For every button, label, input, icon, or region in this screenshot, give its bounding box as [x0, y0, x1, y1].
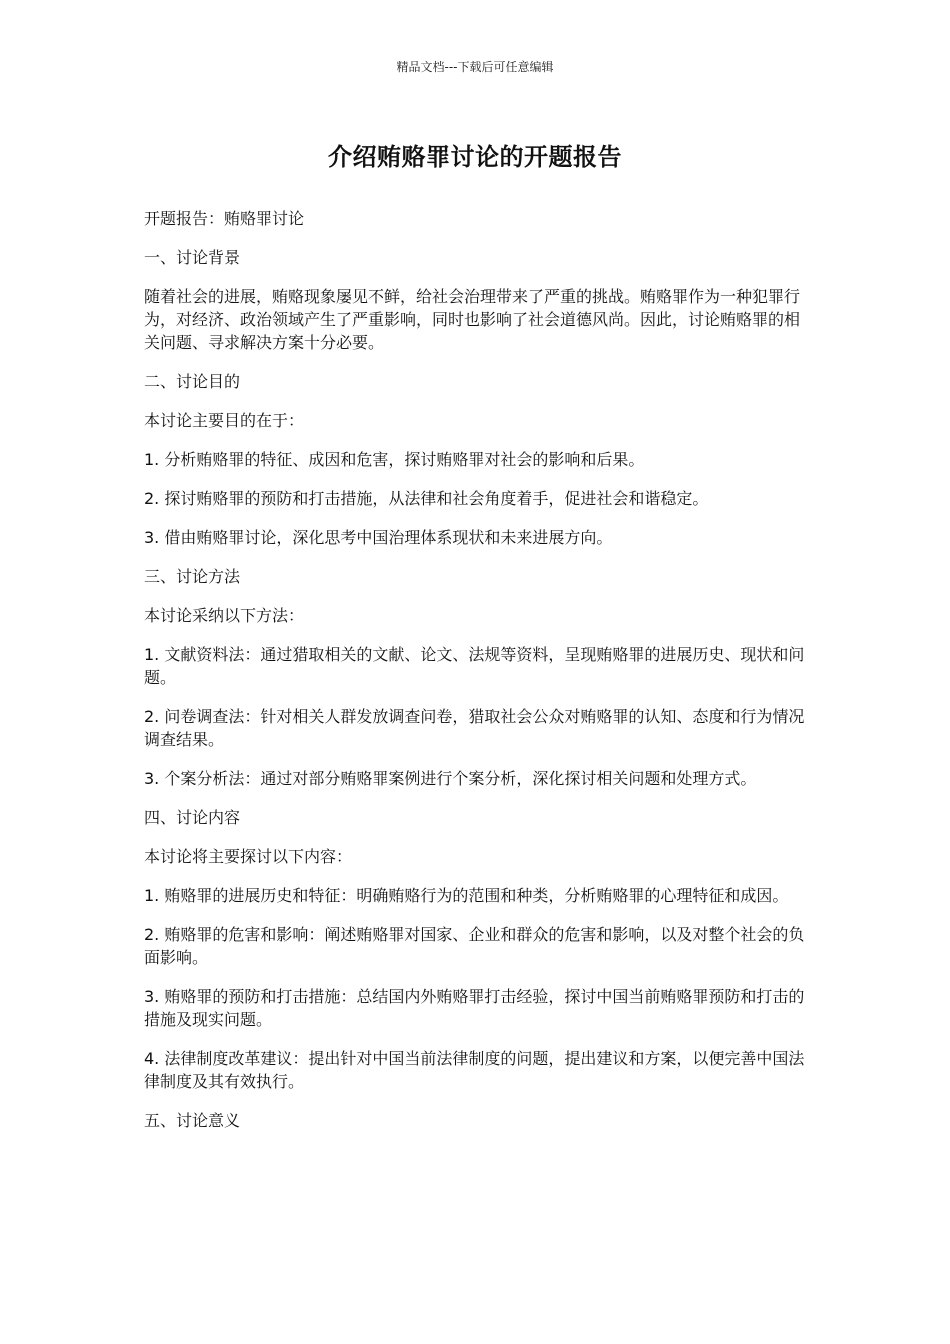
purpose-intro: 本讨论主要目的在于：	[144, 411, 305, 430]
content-item: 2. 贿赂罪的危害和影响：阐述贿赂罪对国家、企业和群众的危害和影响，以及对整个社会的负面影响。	[144, 925, 805, 967]
section-heading-purpose: 二、讨论目的	[144, 372, 241, 391]
background-paragraph: 随着社会的进展，贿赂现象屡见不鲜，给社会治理带来了严重的挑战。贿赂罪作为一种犯罪行为，对经济、政治领域产生了严重影响，同时也影响了社会道德风尚。因此，讨论贿赂罪的相关问题、寻求解决方案十分必要。	[144, 287, 801, 352]
method-item: 2. 问卷调查法：针对相关人群发放调查问卷，猎取社会公众对贿赂罪的认知、态度和行为情况调查结果。	[144, 707, 805, 749]
content-item: 1. 贿赂罪的进展历史和特征：明确贿赂行为的范围和种类，分析贿赂罪的心理特征和成因。	[144, 886, 789, 905]
section-heading-background: 一、讨论背景	[144, 248, 241, 267]
purpose-item: 1. 分析贿赂罪的特征、成因和危害，探讨贿赂罪对社会的影响和后果。	[144, 450, 645, 469]
document-body	[144, 207, 810, 1148]
report-subject: 开题报告：贿赂罪讨论	[144, 209, 305, 228]
section-heading-content: 四、讨论内容	[144, 808, 241, 827]
section-heading-method: 三、讨论方法	[144, 567, 241, 586]
method-intro: 本讨论采纳以下方法：	[144, 606, 305, 625]
method-item: 1. 文献资料法：通过猎取相关的文献、论文、法规等资料，呈现贿赂罪的进展历史、现状和问题。	[144, 645, 805, 687]
page-header: 精品文档---下载后可任意编辑	[396, 60, 554, 74]
document-title: 介绍贿赂罪讨论的开题报告	[328, 143, 622, 171]
content-item: 4. 法律制度改革建议：提出针对中国当前法律制度的问题，提出建议和方案，以便完善中国法律制度及其有效执行。	[144, 1049, 805, 1091]
content-item: 3. 贿赂罪的预防和打击措施：总结国内外贿赂罪打击经验，探讨中国当前贿赂罪预防和打击的措施及现实问题。	[144, 987, 805, 1029]
method-item: 3. 个案分析法：通过对部分贿赂罪案例进行个案分析，深化探讨相关问题和处理方式。	[144, 769, 757, 788]
section-heading-significance: 五、讨论意义	[144, 1111, 241, 1130]
purpose-item: 2. 探讨贿赂罪的预防和打击措施，从法律和社会角度着手，促进社会和谐稳定。	[144, 489, 709, 508]
content-intro: 本讨论将主要探讨以下内容：	[144, 847, 353, 866]
purpose-item: 3. 借由贿赂罪讨论，深化思考中国治理体系现状和未来进展方向。	[144, 528, 613, 547]
